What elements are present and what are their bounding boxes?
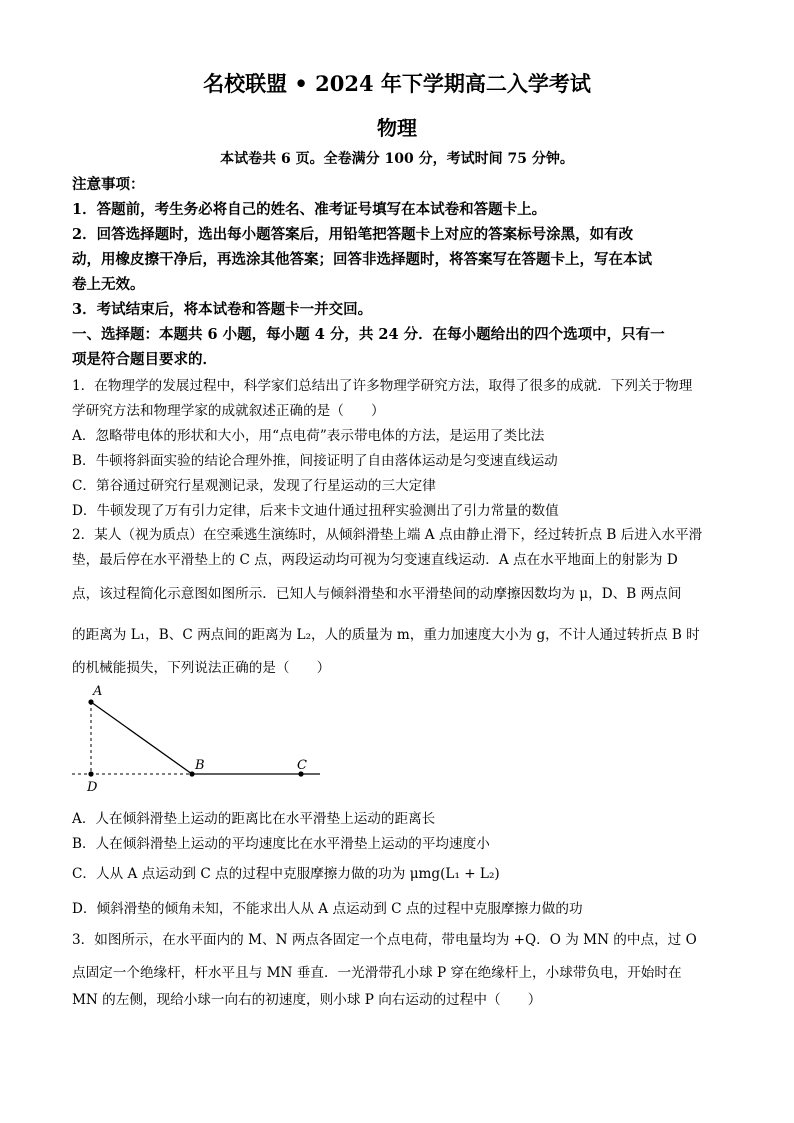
- section-1-heading-line-2: 项是符合题目要求的．: [72, 351, 217, 368]
- note-item-1: 1．答题前，考生务必将自己的姓名、准考证号填写在本试卷和答题卡上。: [72, 201, 547, 218]
- q2-option-b: B．人在倾斜滑垫上运动的平均速度比在水平滑垫上运动的平均速度小: [72, 836, 490, 852]
- note-item-3: 3．考试结束后，将本试卷和答题卡一并交回。: [72, 301, 373, 318]
- q2-stem-line-5: 的机械能损失，下列说法正确的是（ ）: [72, 660, 331, 676]
- q2-stem-line-3: 点，该过程简化示意图如图所示．已知人与倾斜滑垫和水平滑垫间的动摩擦因数均为 μ，D、B 两点间: [72, 586, 682, 602]
- note-item-2-line-3: 卷上无效。: [72, 276, 145, 293]
- q3-stem-line-3: MN 的左侧，现给小球一向右的初速度，则小球 P 向右运动的过程中（ ）: [72, 992, 542, 1008]
- exam-info: 本试卷共 6 页。全卷满分 100 分，考试时间 75 分钟。: [220, 151, 574, 167]
- notes-heading: 注意事项：: [72, 176, 145, 193]
- section-1-heading-line-1: 一、选择题：本题共 6 小题，每小题 4 分，共 24 分．在每小题给出的四个选项中，只有一: [72, 326, 665, 343]
- q1-option-c: C．第谷通过研究行星观测记录，发现了行星运动的三大定律: [72, 478, 436, 494]
- q1-stem-line-1: 1．在物理学的发展过程中，科学家们总结出了许多物理学研究方法，取得了很多的成就．下列关于物理: [72, 378, 693, 394]
- q1-stem-line-2: 学研究方法和物理学家的成就叙述正确的是（ ）: [72, 403, 385, 419]
- exam-title: 名校联盟 • 2024 年下学期高二入学考试: [203, 71, 591, 96]
- label-c: C: [297, 758, 307, 773]
- q2-stem-line-1: 2．某人（视为质点）在空乘逃生演练时，从倾斜滑垫上端 A 点由静止滑下，经过转折点 B 后进入水平滑: [72, 527, 703, 543]
- q2-stem-line-4: 的距离为 L₁，B、C 两点间的距离为 L₂，人的质量为 m，重力加速度大小为 g，不计人通过转折点 B 时: [72, 627, 700, 643]
- point-b: [189, 771, 194, 776]
- slide-diagram: [68, 682, 328, 798]
- q2-stem-line-2: 垫，最后停在水平滑垫上的 C 点，两段运动均可视为匀变速直线运动．A 点在水平地面上的射影为 D: [72, 552, 678, 568]
- inclined-mat: [91, 702, 192, 774]
- label-b: B: [195, 758, 205, 773]
- q1-option-b: B．牛顿将斜面实验的结论合理外推，间接证明了自由落体运动是匀变速直线运动: [72, 453, 558, 469]
- q2-option-a: A．人在倾斜滑垫上运动的距离比在水平滑垫上运动的距离长: [72, 811, 436, 827]
- q1-option-a: A．忽略带电体的形状和大小，用“点电荷”表示带电体的方法，是运用了类比法: [72, 428, 545, 444]
- q1-option-d: D．牛顿发现了万有引力定律，后来卡文迪什通过扭秤实验测出了引力常量的数值: [72, 503, 559, 519]
- q3-stem-line-1: 3．如图所示，在水平面内的 M、N 两点各固定一个点电荷，带电量均为 +Q．O 为 MN 的中点，过 O: [72, 932, 697, 948]
- label-d: D: [87, 780, 98, 795]
- note-item-2-line-2: 动，用橡皮擦干净后，再选涂其他答案；回答非选择题时，将答案写在答题卡上，写在本试: [72, 251, 652, 268]
- label-a: A: [93, 684, 103, 699]
- q2-option-c: C．人从 A 点运动到 C 点的过程中克服摩擦力做的功为 μmg(L₁ + L₂): [72, 866, 500, 882]
- note-item-2-line-1: 2．回答选择题时，选出每小题答案后，用铅笔把答题卡上对应的答案标号涂黑，如有改: [72, 226, 634, 243]
- point-a: [88, 699, 93, 704]
- point-d: [88, 771, 93, 776]
- q2-option-d: D．倾斜滑垫的倾角未知，不能求出人从 A 点运动到 C 点的过程中克服摩擦力做的功: [72, 901, 583, 917]
- q3-stem-line-2: 点固定一个绝缘杆，杆水平且与 MN 垂直．一光滑带孔小球 P 穿在绝缘杆上，小球带负电，开始时在: [72, 965, 682, 981]
- subject-title: 物理: [377, 116, 417, 140]
